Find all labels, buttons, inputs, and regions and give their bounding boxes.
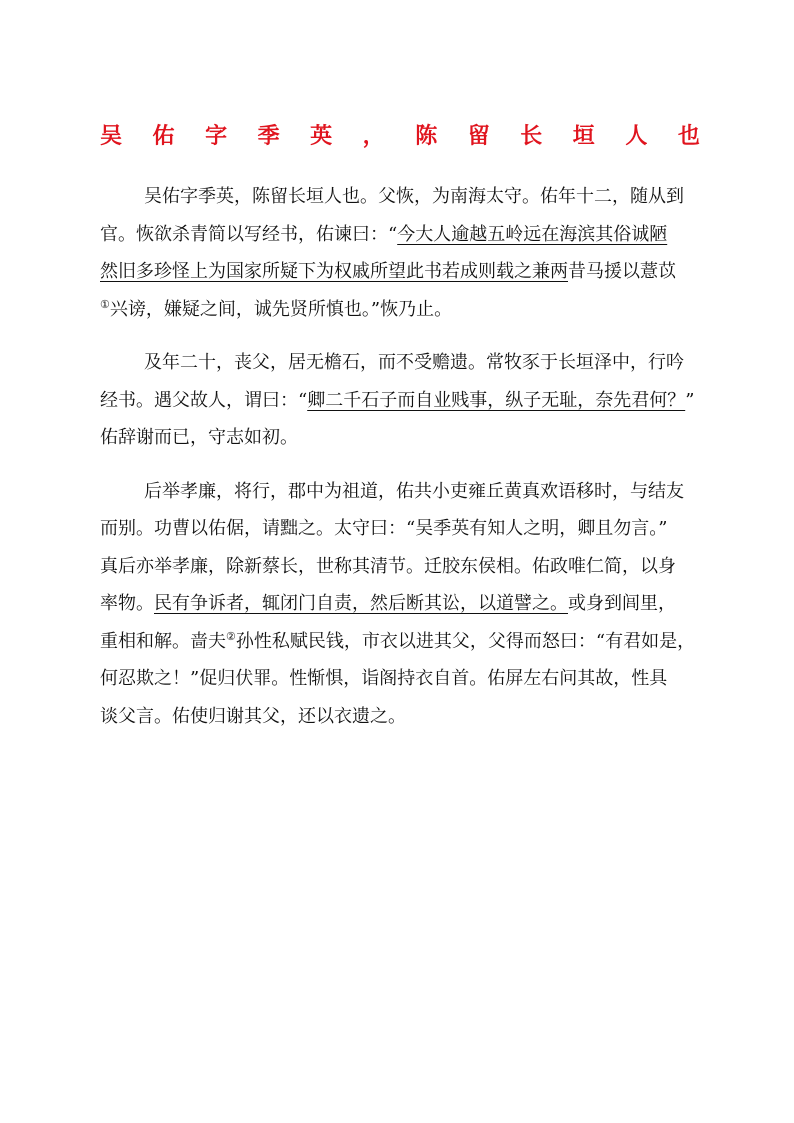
title-char: ， xyxy=(362,123,385,149)
text-run: 经书。遇父故人，谓曰：“ xyxy=(100,389,308,411)
paragraph-3-line-4 xyxy=(100,585,700,623)
paragraph-1-line-1 xyxy=(100,178,700,216)
title-char: 英 xyxy=(310,123,333,149)
document-body xyxy=(100,178,700,735)
paragraph-3-line-7 xyxy=(100,698,700,736)
paragraph-1-line-2 xyxy=(100,216,700,254)
underlined-sentence: 然旧多珍怪上为国家所疑下为权戚所望此书若成则载之兼两 xyxy=(100,261,568,282)
title-char: 吴 xyxy=(100,123,123,149)
text-run: 昔马援以薏苡 xyxy=(568,261,676,282)
document-title xyxy=(100,120,700,152)
paragraph-1-line-4 xyxy=(100,291,700,329)
paragraph-2-line-2 xyxy=(100,382,700,420)
text-run: 或身到闾里， xyxy=(568,593,676,614)
paragraph-2-line-1 xyxy=(100,344,700,382)
underlined-sentence: 卿二千石子而自业贱事，纵子无耻，奈先君何？ xyxy=(307,389,686,411)
text-run: 重相和解。啬夫 xyxy=(100,630,226,652)
paragraph-3-line-2 xyxy=(100,510,700,548)
title-char: 垣 xyxy=(572,123,595,149)
text-run: 后举孝廉，将行，郡中为祖道，佑共小吏雍丘黄真欢语移时，与结友 xyxy=(144,480,684,502)
title-char: 也 xyxy=(677,123,700,149)
paragraph-3-line-3 xyxy=(100,548,700,586)
text-run: 佑辞谢而已，守志如初。 xyxy=(100,427,298,448)
paragraph-2-line-3 xyxy=(100,419,700,457)
title-char: 字 xyxy=(205,123,228,149)
paragraph-3-line-6 xyxy=(100,660,700,698)
text-run: 率物。 xyxy=(100,593,154,614)
title-char: 人 xyxy=(625,123,648,149)
title-char: 佑 xyxy=(152,123,175,149)
paragraph-1-line-3 xyxy=(100,253,700,291)
text-run: 而别。功曹以佑倨，请黜之。太守曰：“吴季英有知人之明，卿且勿言。” xyxy=(100,518,668,539)
title-char: 季 xyxy=(257,123,280,149)
text-run: 何忍欺之！”促归伏罪。性惭惧，诣阁持衣自首。佑屏左右问其故，性具 xyxy=(100,668,668,689)
footnote-marker: ② xyxy=(226,629,236,643)
text-run: ” xyxy=(685,389,695,411)
text-run: 谈父言。佑使归谢其父，还以衣遗之。 xyxy=(100,705,406,727)
title-char: 留 xyxy=(467,123,490,149)
paragraph-3-line-5 xyxy=(100,623,700,661)
text-run: 真后亦举孝廉，除新蔡长，世称其清节。迁胶东侯相。佑政唯仁简，以身 xyxy=(100,555,676,577)
underlined-sentence: 民有争诉者，辄闭门自责，然后断其讼，以道譬之。 xyxy=(154,593,568,614)
text-run: 兴谤，嫌疑之间，诚先贤所慎也。”恢乃止。 xyxy=(109,298,453,320)
text-run: 孙性私赋民钱，市衣以进其父，父得而怒曰：“有君如是， xyxy=(235,630,696,652)
text-run: 官。恢欲杀青简以写经书，佑谏曰：“ xyxy=(100,223,398,245)
paragraph-3-line-1 xyxy=(100,473,700,511)
title-char: 长 xyxy=(520,123,543,149)
text-run: 吴佑字季英，陈留长垣人也。父恢，为南海太守。佑年十二，随从到 xyxy=(144,186,684,207)
footnote-marker: ① xyxy=(100,297,110,311)
underlined-sentence: 今大人逾越五岭远在海滨其俗诚陋 xyxy=(397,223,668,245)
text-run: 及年二十，丧父，居无檐石，而不受赡遗。常牧豕于长垣泽中，行吟 xyxy=(144,352,684,373)
title-char: 陈 xyxy=(415,123,438,149)
